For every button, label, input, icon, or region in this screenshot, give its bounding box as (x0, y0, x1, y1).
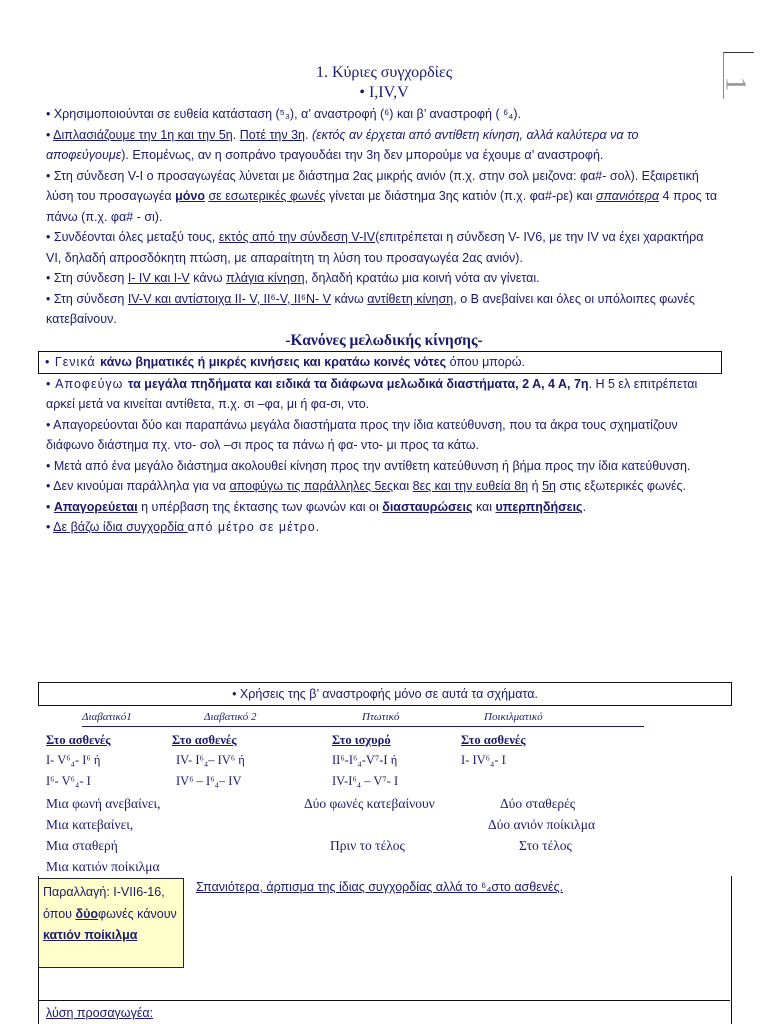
paragraph-2 (46, 125, 722, 166)
text-underlined: αντίθετη κίνηση (367, 291, 454, 306)
row1-col1: Στο ασθενές (46, 733, 111, 747)
rule-3: • Απαγορεύονται δύο και παραπάνω μεγάλα διαστήματα προς την ίδια κατεύθυνση, που τα άκρα τους σχηματίζουν διάφωνο διάστημα πχ. ντο- σολ –σι προς τα πάνω ή φα- ντο- μι προς τα κάτω. (46, 417, 678, 452)
row2-col1: I- V⁶₄- I⁶ ή (46, 753, 101, 767)
row5-col1: Μια κατεβαίνει, (46, 817, 134, 832)
row3-col1: I⁶- V⁶₄- I (46, 774, 91, 788)
row4-col3: Δύο σταθερές (500, 796, 576, 811)
text: • (46, 499, 54, 514)
row3-col2: IV⁶ – I⁶₄– IV (176, 774, 242, 788)
text-underlined: 5η (542, 479, 556, 493)
row7-col1: Μια κατιόν ποίκιλμα (46, 859, 160, 874)
text: , ο Β ανεβαίνει και όλες οι υπόλοιπες φωνές κατεβαίνουν. (46, 291, 695, 326)
rare-note: Σπανιότερα, άρπισμα της ίδιας συγχορδίας αλλά το ⁶₄στο ασθενές. (196, 880, 564, 894)
row4-col1: Μια φωνή ανεβαίνει, (46, 796, 161, 811)
text-underlined: Ποτέ την 3η (239, 127, 305, 142)
text: • Συνδέονται όλες μεταξύ τους, (46, 230, 219, 244)
text-underlined: I- IV και I-V (127, 271, 190, 285)
page-number: 1 (719, 76, 753, 92)
text-bold: τα μεγάλα πηδήματα και ειδικά τα διάφωνα μελωδικά διαστήματα, 2 Α, 4 Α, 7η (127, 376, 589, 391)
row1-col3: Στο ισχυρό (332, 733, 391, 747)
text-underlined: σε εσωτερικές φωνές (208, 189, 326, 203)
variation-note-box (38, 878, 184, 968)
body-text (46, 104, 722, 538)
text: • (46, 520, 54, 534)
text: και (472, 499, 496, 514)
bullet: • (46, 127, 54, 142)
text: 4 προς τα πάνω (π.χ. φα# - σι). (46, 189, 718, 224)
text: στις εξωτερικές φωνές. (555, 479, 687, 493)
row2-col2: IV- I⁶₄– IV⁶ ή (176, 753, 245, 767)
text-bold: δύο (75, 906, 98, 921)
col-header-1: Διαβατικό1 (82, 711, 132, 723)
text: . (582, 499, 587, 514)
bottom-divider (38, 1000, 730, 1001)
row4-col2: Δύο φωνές κατεβαίνουν (304, 796, 435, 811)
text: • Στη σύνδεση (46, 291, 128, 306)
text-underlined: IV-V και αντίστοιχα II- V, II⁶-V, II⁶N- V (127, 291, 331, 306)
row6-col1: Μια σταθερή (46, 838, 118, 853)
rule-2 (46, 374, 722, 415)
text-bold: διασταυρώσεις (382, 499, 473, 514)
text: φωνές κάνουν (97, 906, 177, 921)
text: . (305, 127, 312, 142)
paragraph-4 (46, 227, 722, 268)
col-header-3: Πτωτικό (362, 711, 400, 723)
row2-col3: II⁶-I⁶₄-V⁷-I ή (332, 753, 398, 767)
text: , δηλαδή κρατάω μια κοινή νότα αν γίνεται. (304, 271, 540, 285)
text: (επιτρέπεται η σύνδεση V- IV6, με την IV να έχει χαρακτήρα VI, δηλαδή απροσδόκητη πτώση, με απαραίτητη τη λύση του προσαγωγέα 2ας ανιόν). (46, 230, 704, 265)
text-underlined: Δε βάζω ίδια συγχορδία (53, 520, 188, 534)
col-header-2: Διαβατικό 2 (204, 711, 257, 723)
text: • Στη σύνδεση (46, 271, 128, 285)
text-italic: σπανιότερα (596, 189, 660, 203)
text: . (232, 127, 240, 142)
page-subtitle: • I,IV,V (359, 84, 409, 101)
text: όπου μπορώ. (446, 355, 526, 369)
row2-col4: I- IV⁶₄- I (461, 753, 506, 767)
rule-5 (46, 476, 722, 497)
rule-6 (46, 497, 722, 518)
text: ή (528, 479, 543, 493)
text-underlined: πλάγια κίνηση (226, 271, 305, 285)
row6-col3: Στο τέλος (519, 838, 572, 853)
text-bold: κάνω βηματικές ή μικρές κινήσεις και κρατάω κοινές νότες (100, 355, 447, 369)
row1-col2: Στο ασθενές (172, 733, 237, 747)
text: η υπέρβαση της έκτασης των φωνών και οι (137, 499, 383, 514)
rule-7 (46, 517, 722, 538)
text: κάνω (331, 291, 368, 306)
leading-tone-resolution-label: λύση προσαγωγέα: (46, 1006, 154, 1020)
paragraph-3 (46, 166, 722, 228)
row5-col2: Δύο ανιόν ποίκιλμα (488, 817, 596, 832)
text: γίνεται με διάστημα 3ης κατιόν (π.χ. φα#-ρε) και (325, 189, 597, 203)
text-underlined: Διπλασιάζουμε την 1η και την 5η (53, 127, 233, 142)
text: • Γενικά (45, 355, 101, 369)
text-underlined: αποφύγω τις παράλληλες 5ες (229, 479, 394, 493)
text: • Δεν κινούμαι παράλληλα για να (46, 479, 230, 493)
text: ). Επομένως, αν η σοπράνο τραγουδάει την 3η δεν μπορούμε να έχουμε α’ αναστροφή. (121, 148, 604, 162)
row1-col4: Στο ασθενές (461, 733, 526, 747)
rules-heading: -Κανόνες μελωδικής κίνησης- (285, 331, 483, 349)
rule-1 (38, 351, 722, 374)
text-underlined: 8ες και την ευθεία 8η (412, 479, 529, 493)
row6-col2: Πριν το τέλος (330, 838, 405, 853)
text: . Η 5 ελ επιτρέπεται αρκεί μετά να κινείται αντίθετα, π.χ. σι –φα, μι ή φα-σι, ντο. (46, 376, 698, 411)
text: • Στη σύνδεση V-I ο προσαγωγέας λύνεται με διάστημα 2ας μικρής ανιόν (π.χ. στην σολ μειζονα: φα#- σολ). Εξαιρετική λύση του προσαγωγέα (46, 168, 699, 203)
rule-4: • Μετά από ένα μεγάλο διάστημα ακολουθεί κίνηση προς την αντίθετη κατεύθυνση ή βήμα προς την ίδια κατεύθυνση. (46, 458, 691, 473)
text: κάνω (189, 271, 227, 285)
header-rule (82, 726, 644, 727)
text: και (393, 479, 413, 493)
text: από μέτρο σε μέτρο. (187, 520, 321, 534)
text-underlined: εκτός από την σύνδεση V-IV (218, 230, 376, 244)
text-italic: (εκτός αν έρχεται από αντίθετη κίνηση, αλλά καλύτερα να το αποφεύγουμε (46, 127, 639, 162)
text-bold: κατιόν ποίκιλμα (43, 928, 138, 942)
row3-col3: IV-I⁶₄ – V⁷- I (332, 774, 399, 788)
text-bold: μόνο (175, 189, 205, 203)
paragraph-1: • Χρησιμοποιούνται σε ευθεία κατάσταση (⁵₃), α’ αναστροφή (⁶) και β’ αναστροφή ( ⁶₄). (46, 107, 521, 121)
second-inversion-box-title: • Χρήσεις της β’ αναστροφής μόνο σε αυτά τα σχήματα. (38, 682, 732, 706)
text-bold: Απαγορεύεται (53, 499, 138, 514)
text-bold: υπερπηδήσεις (495, 499, 583, 514)
paragraph-5 (46, 268, 722, 289)
paragraph-6 (46, 289, 722, 330)
text: Παραλλαγή: I-VII6-16, όπου (43, 885, 165, 921)
text: • Αποφεύγω (46, 376, 128, 391)
page-title: 1. Κύριες συγχορδίες (315, 64, 453, 81)
col-header-4: Ποικιλματικό (484, 711, 543, 723)
